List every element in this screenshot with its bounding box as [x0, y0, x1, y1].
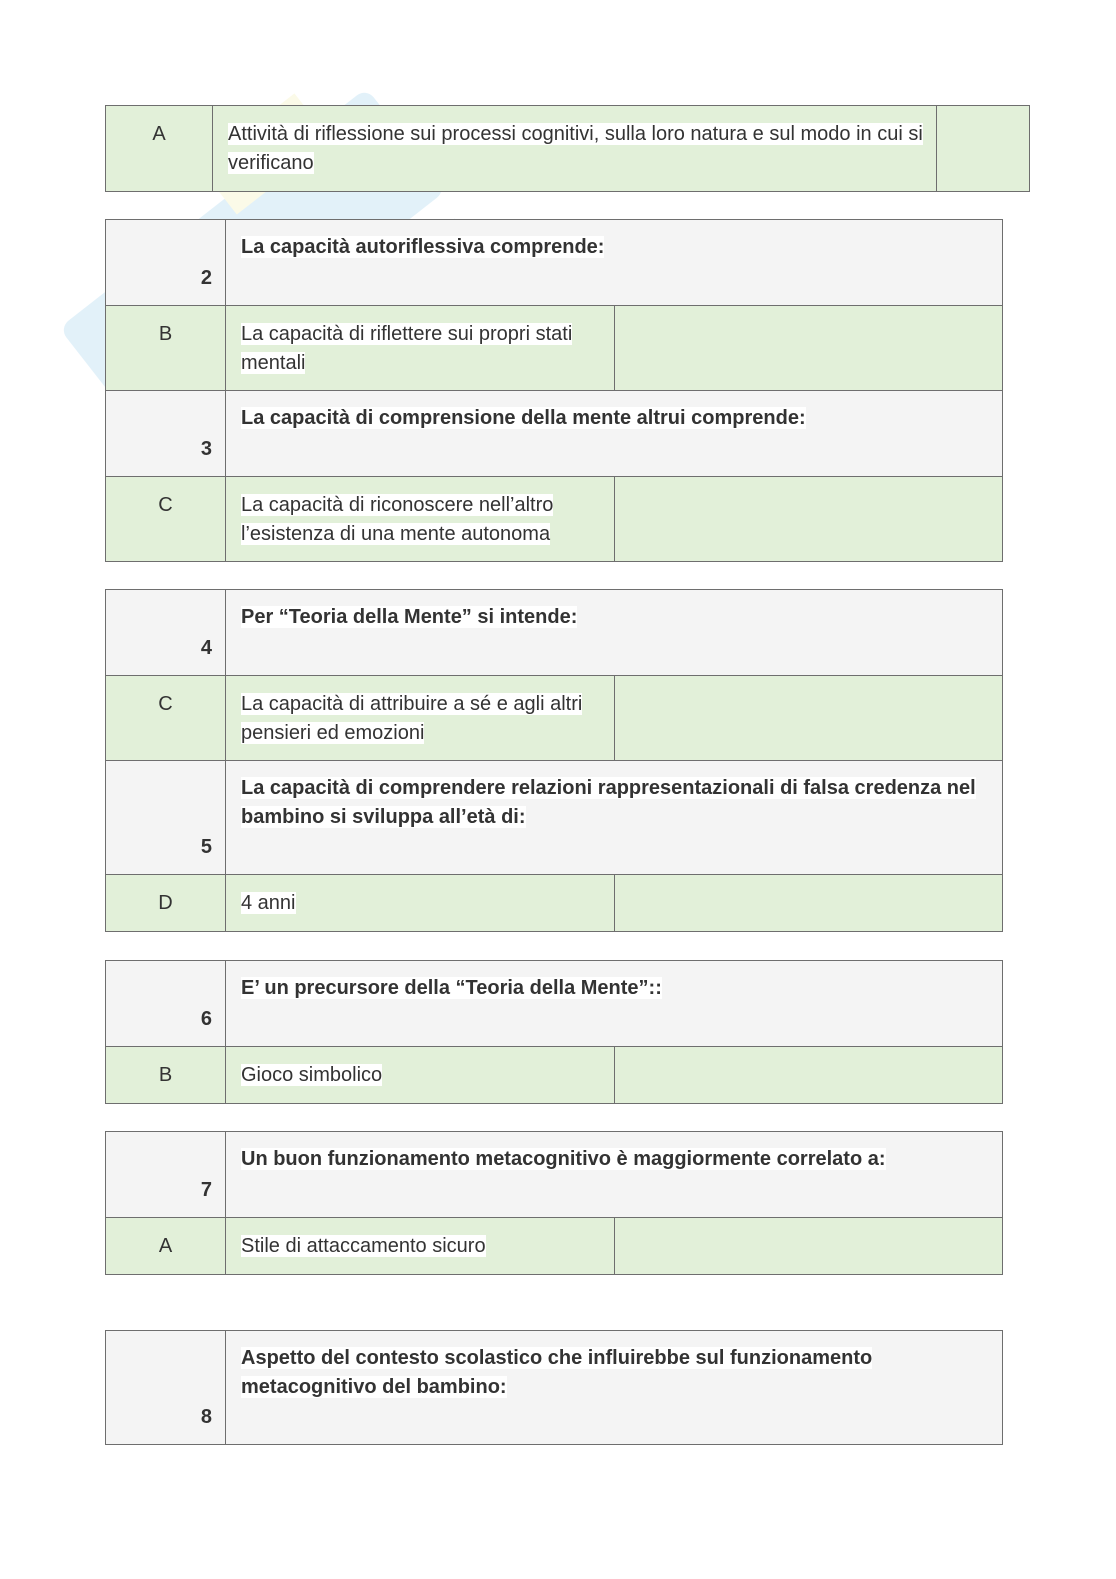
question-text-cell	[226, 1331, 1003, 1445]
question-row	[106, 391, 1003, 477]
answer-text: Stile di attaccamento sicuro	[241, 1235, 486, 1257]
question-number: 5	[106, 761, 226, 875]
answer-letter: B	[106, 306, 226, 391]
question-text: La capacità autoriflessiva comprende:	[241, 236, 605, 258]
question-number: 7	[106, 1132, 226, 1218]
question-row	[106, 961, 1003, 1047]
question-text: Aspetto del contesto scolastico che influirebbe sul funzionamento metacognitivo del bambino:	[241, 1347, 873, 1398]
answer-row	[106, 106, 1030, 192]
answer-mark-cell	[614, 306, 1003, 391]
answer-mark-cell	[937, 106, 1030, 192]
answer-letter: A	[106, 106, 213, 192]
question-text: La capacità di comprendere relazioni rappresentazionali di falsa credenza nel bambino si sviluppa all’età di:	[241, 777, 976, 828]
question-text-cell	[226, 961, 1003, 1047]
answer-text: La capacità di riflettere sui propri stati mentali	[241, 323, 573, 374]
question-number: 6	[106, 961, 226, 1047]
answer-mark-cell	[614, 875, 1003, 932]
answer-row	[106, 875, 1003, 932]
question-table-8	[105, 1330, 1003, 1445]
question-number: 8	[106, 1331, 226, 1445]
question-text: E’ un precursore della “Teoria della Mente”::	[241, 977, 662, 999]
answer-text: La capacità di riconoscere nell’altro l’esistenza di una mente autonoma	[241, 494, 554, 545]
answer-letter: C	[106, 477, 226, 562]
question-table-2	[105, 219, 1003, 391]
answer-text-cell	[226, 1047, 615, 1104]
answer-mark-cell	[614, 477, 1003, 562]
answer-text: Attività di riflessione sui processi cognitivi, sulla loro natura e sul modo in cui si verificano	[228, 123, 923, 174]
question-table-3	[105, 390, 1003, 562]
answer-text-cell	[226, 477, 615, 562]
question-row	[106, 590, 1003, 676]
question-text-cell	[226, 761, 1003, 875]
question-number: 3	[106, 391, 226, 477]
question-table-4	[105, 589, 1003, 761]
question-text: Per “Teoria della Mente” si intende:	[241, 606, 578, 628]
answer-text-cell	[226, 306, 615, 391]
answer-text-cell	[226, 1218, 615, 1275]
answer-letter: B	[106, 1047, 226, 1104]
answer-text-cell	[213, 106, 937, 192]
answer-letter: D	[106, 875, 226, 932]
question-row	[106, 1132, 1003, 1218]
answer-letter: C	[106, 676, 226, 761]
question-text-cell	[226, 590, 1003, 676]
question-text: La capacità di comprensione della mente altrui comprende:	[241, 407, 806, 429]
answer-row	[106, 676, 1003, 761]
answer-text-cell	[226, 875, 615, 932]
question-text-cell	[226, 391, 1003, 477]
answer-letter: A	[106, 1218, 226, 1275]
question-text-cell	[226, 1132, 1003, 1218]
question-text: Un buon funzionamento metacognitivo è maggiormente correlato a:	[241, 1148, 886, 1170]
answer-row	[106, 477, 1003, 562]
answer-table-1	[105, 105, 1030, 192]
answer-mark-cell	[614, 1047, 1003, 1104]
answer-text: 4 anni	[241, 892, 296, 914]
question-table-7	[105, 1131, 1003, 1275]
question-row	[106, 761, 1003, 875]
question-table-6	[105, 960, 1003, 1104]
answer-row	[106, 306, 1003, 391]
answer-text: Gioco simbolico	[241, 1064, 383, 1086]
question-number: 4	[106, 590, 226, 676]
answer-text-cell	[226, 676, 615, 761]
answer-row	[106, 1047, 1003, 1104]
question-text-cell	[226, 220, 1003, 306]
answer-mark-cell	[614, 676, 1003, 761]
question-table-5	[105, 760, 1003, 932]
question-row	[106, 1331, 1003, 1445]
answer-text: La capacità di attribuire a sé e agli altri pensieri ed emozioni	[241, 693, 583, 744]
answer-mark-cell	[614, 1218, 1003, 1275]
answer-row	[106, 1218, 1003, 1275]
question-number: 2	[106, 220, 226, 306]
question-row	[106, 220, 1003, 306]
